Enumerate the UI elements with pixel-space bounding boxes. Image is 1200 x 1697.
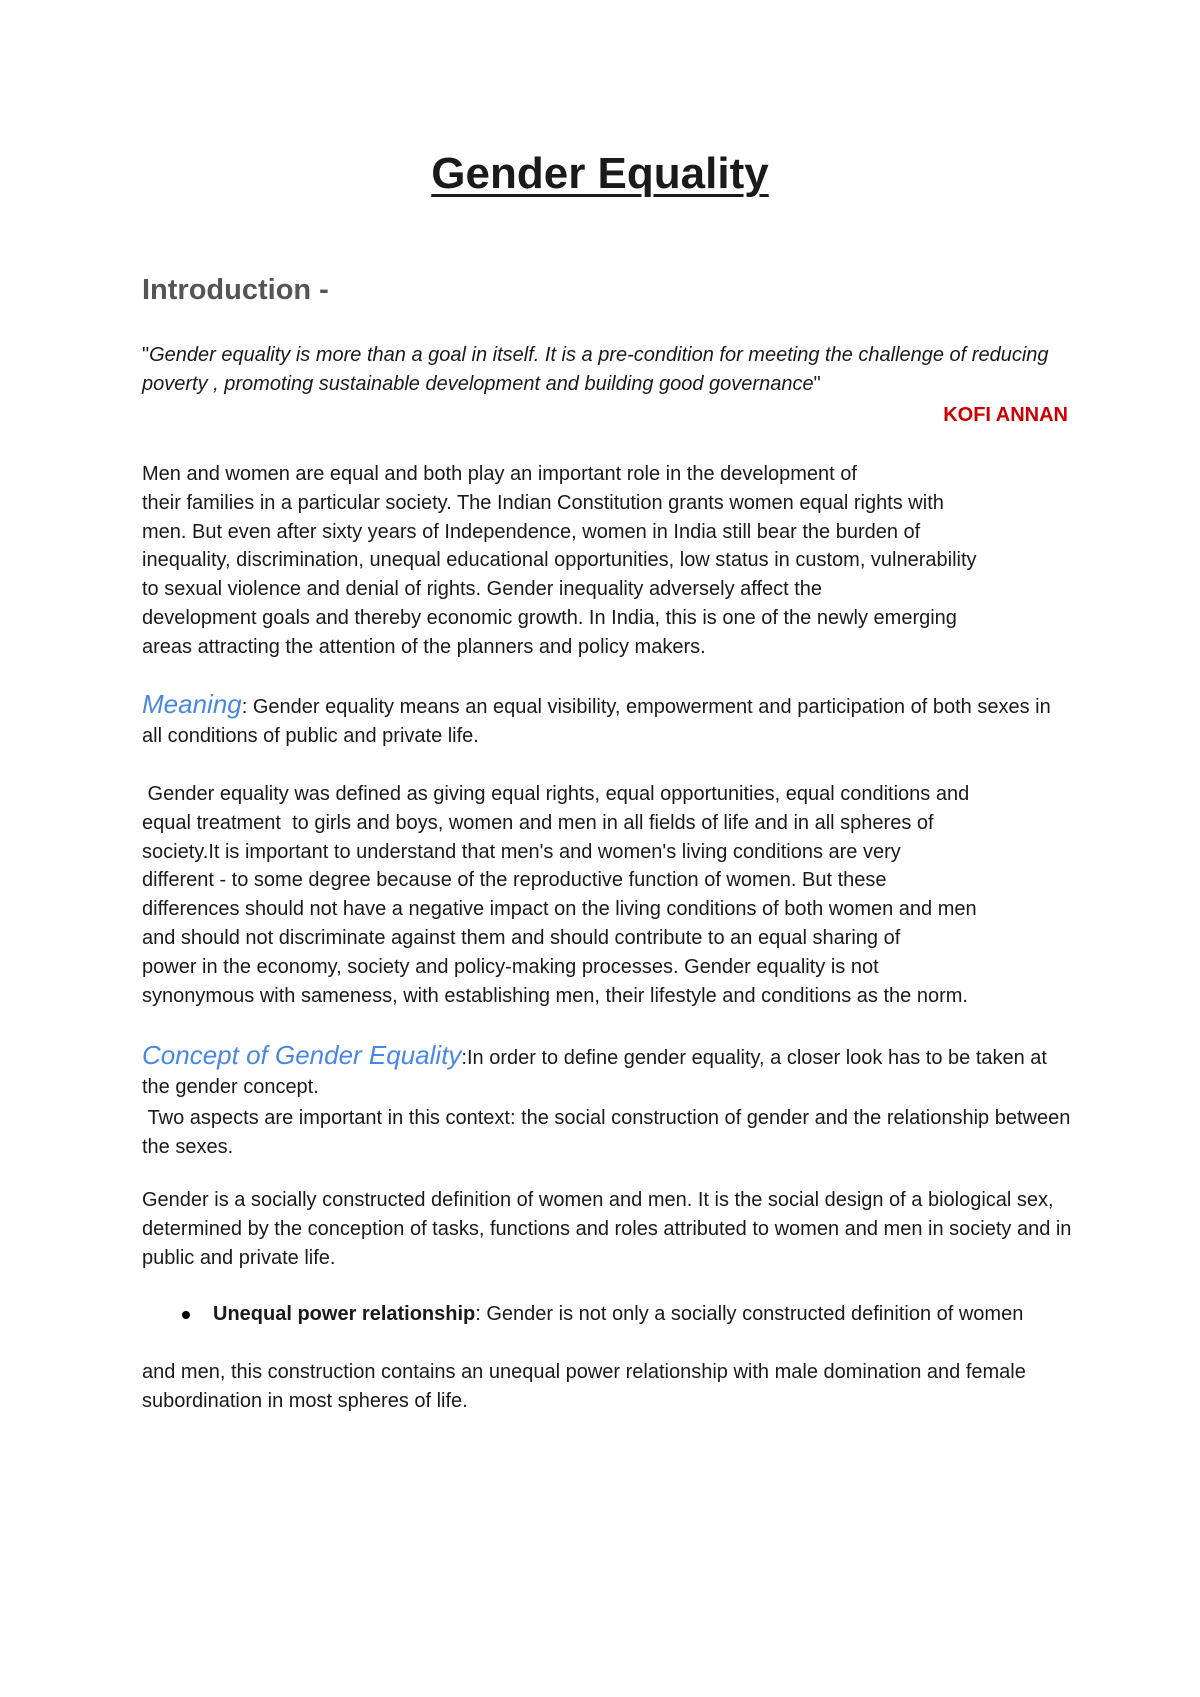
definition-line: society.It is important to understand that men's and women's living conditions are very (142, 840, 901, 863)
bullet-label: Unequal power relationship (213, 1303, 476, 1325)
concept-paragraph (142, 1041, 1072, 1102)
quote-text: Gender equality is more than a goal in itself. It is a pre-condition for meeting the challenge of reducing poverty , promoting sustainable development and building good governance (142, 344, 1049, 395)
bullet-text (142, 1300, 1072, 1329)
definition-line: differences should not have a negative impact on the living conditions of both women and men (142, 898, 977, 921)
intro-line: development goals and thereby economic growth. In India, this is one of the newly emerging (142, 606, 957, 629)
concept-label: Concept of Gender Equality (142, 1040, 462, 1070)
bullet-continuation: and men, this construction contains an unequal power relationship with male domination and female subordination in most spheres of life. (142, 1361, 1026, 1412)
document-title: Gender Equality (431, 149, 769, 198)
intro-line: areas attracting the attention of the planners and policy makers. (142, 635, 706, 658)
definition-paragraph (142, 780, 1072, 1010)
definition-line: and should not discriminate against them and should contribute to an equal sharing of (142, 926, 901, 949)
quote-author: KOFI ANNAN (943, 404, 1068, 426)
quote-close-mark: " (813, 373, 821, 395)
intro-line: inequality, discrimination, unequal educational opportunities, low status in custom, vulnerability (142, 549, 977, 572)
quote-open-mark: " (142, 344, 150, 366)
concept-aspects-line: Two aspects are important in this context: the social construction of gender and the relationship between the sexes. (142, 1107, 1076, 1158)
bullet-body: : Gender is not only a socially constructed definition of women (475, 1303, 1024, 1325)
definition-line: Gender equality was defined as giving equal rights, equal opportunities, equal conditions and (142, 783, 970, 805)
gender-definition-paragraph: Gender is a socially constructed definition of women and men. It is the social design of a biological sex, determined by the conception of tasks, functions and roles attributed to women and men in society and in public and private life. (142, 1189, 1072, 1269)
introduction-paragraph (142, 460, 1072, 662)
introduction-heading: Introduction - (142, 274, 329, 306)
intro-line: men. But even after sixty years of Independence, women in India still bear the burden of (142, 520, 921, 543)
meaning-paragraph (142, 690, 1072, 751)
intro-line: their families in a particular society. The Indian Constitution grants women equal rights with (142, 491, 944, 514)
bullet-icon (182, 1311, 190, 1319)
meaning-label: Meaning (142, 689, 242, 719)
kofi-annan-quote (142, 341, 1072, 399)
intro-line: to sexual violence and denial of rights. Gender inequality adversely affect the (142, 578, 823, 601)
definition-line: synonymous with sameness, with establishing men, their lifestyle and conditions as the norm. (142, 984, 968, 1007)
definition-line: different - to some degree because of the reproductive function of women. But these (142, 869, 887, 892)
definition-line: power in the economy, society and policy-making processes. Gender equality is not (142, 955, 879, 978)
meaning-text: : Gender equality means an equal visibility, empowerment and participation of both sexes in all conditions of public and private life. (142, 696, 1051, 747)
intro-line: Men and women are equal and both play an important role in the development of (142, 463, 857, 485)
definition-line: equal treatment to girls and boys, women and men in all fields of life and in all spheres of (142, 811, 934, 834)
bullet-item (142, 1300, 1072, 1329)
concept-text: :In order to define gender equality, a closer look has to be taken at the gender concept. (142, 1047, 1047, 1098)
